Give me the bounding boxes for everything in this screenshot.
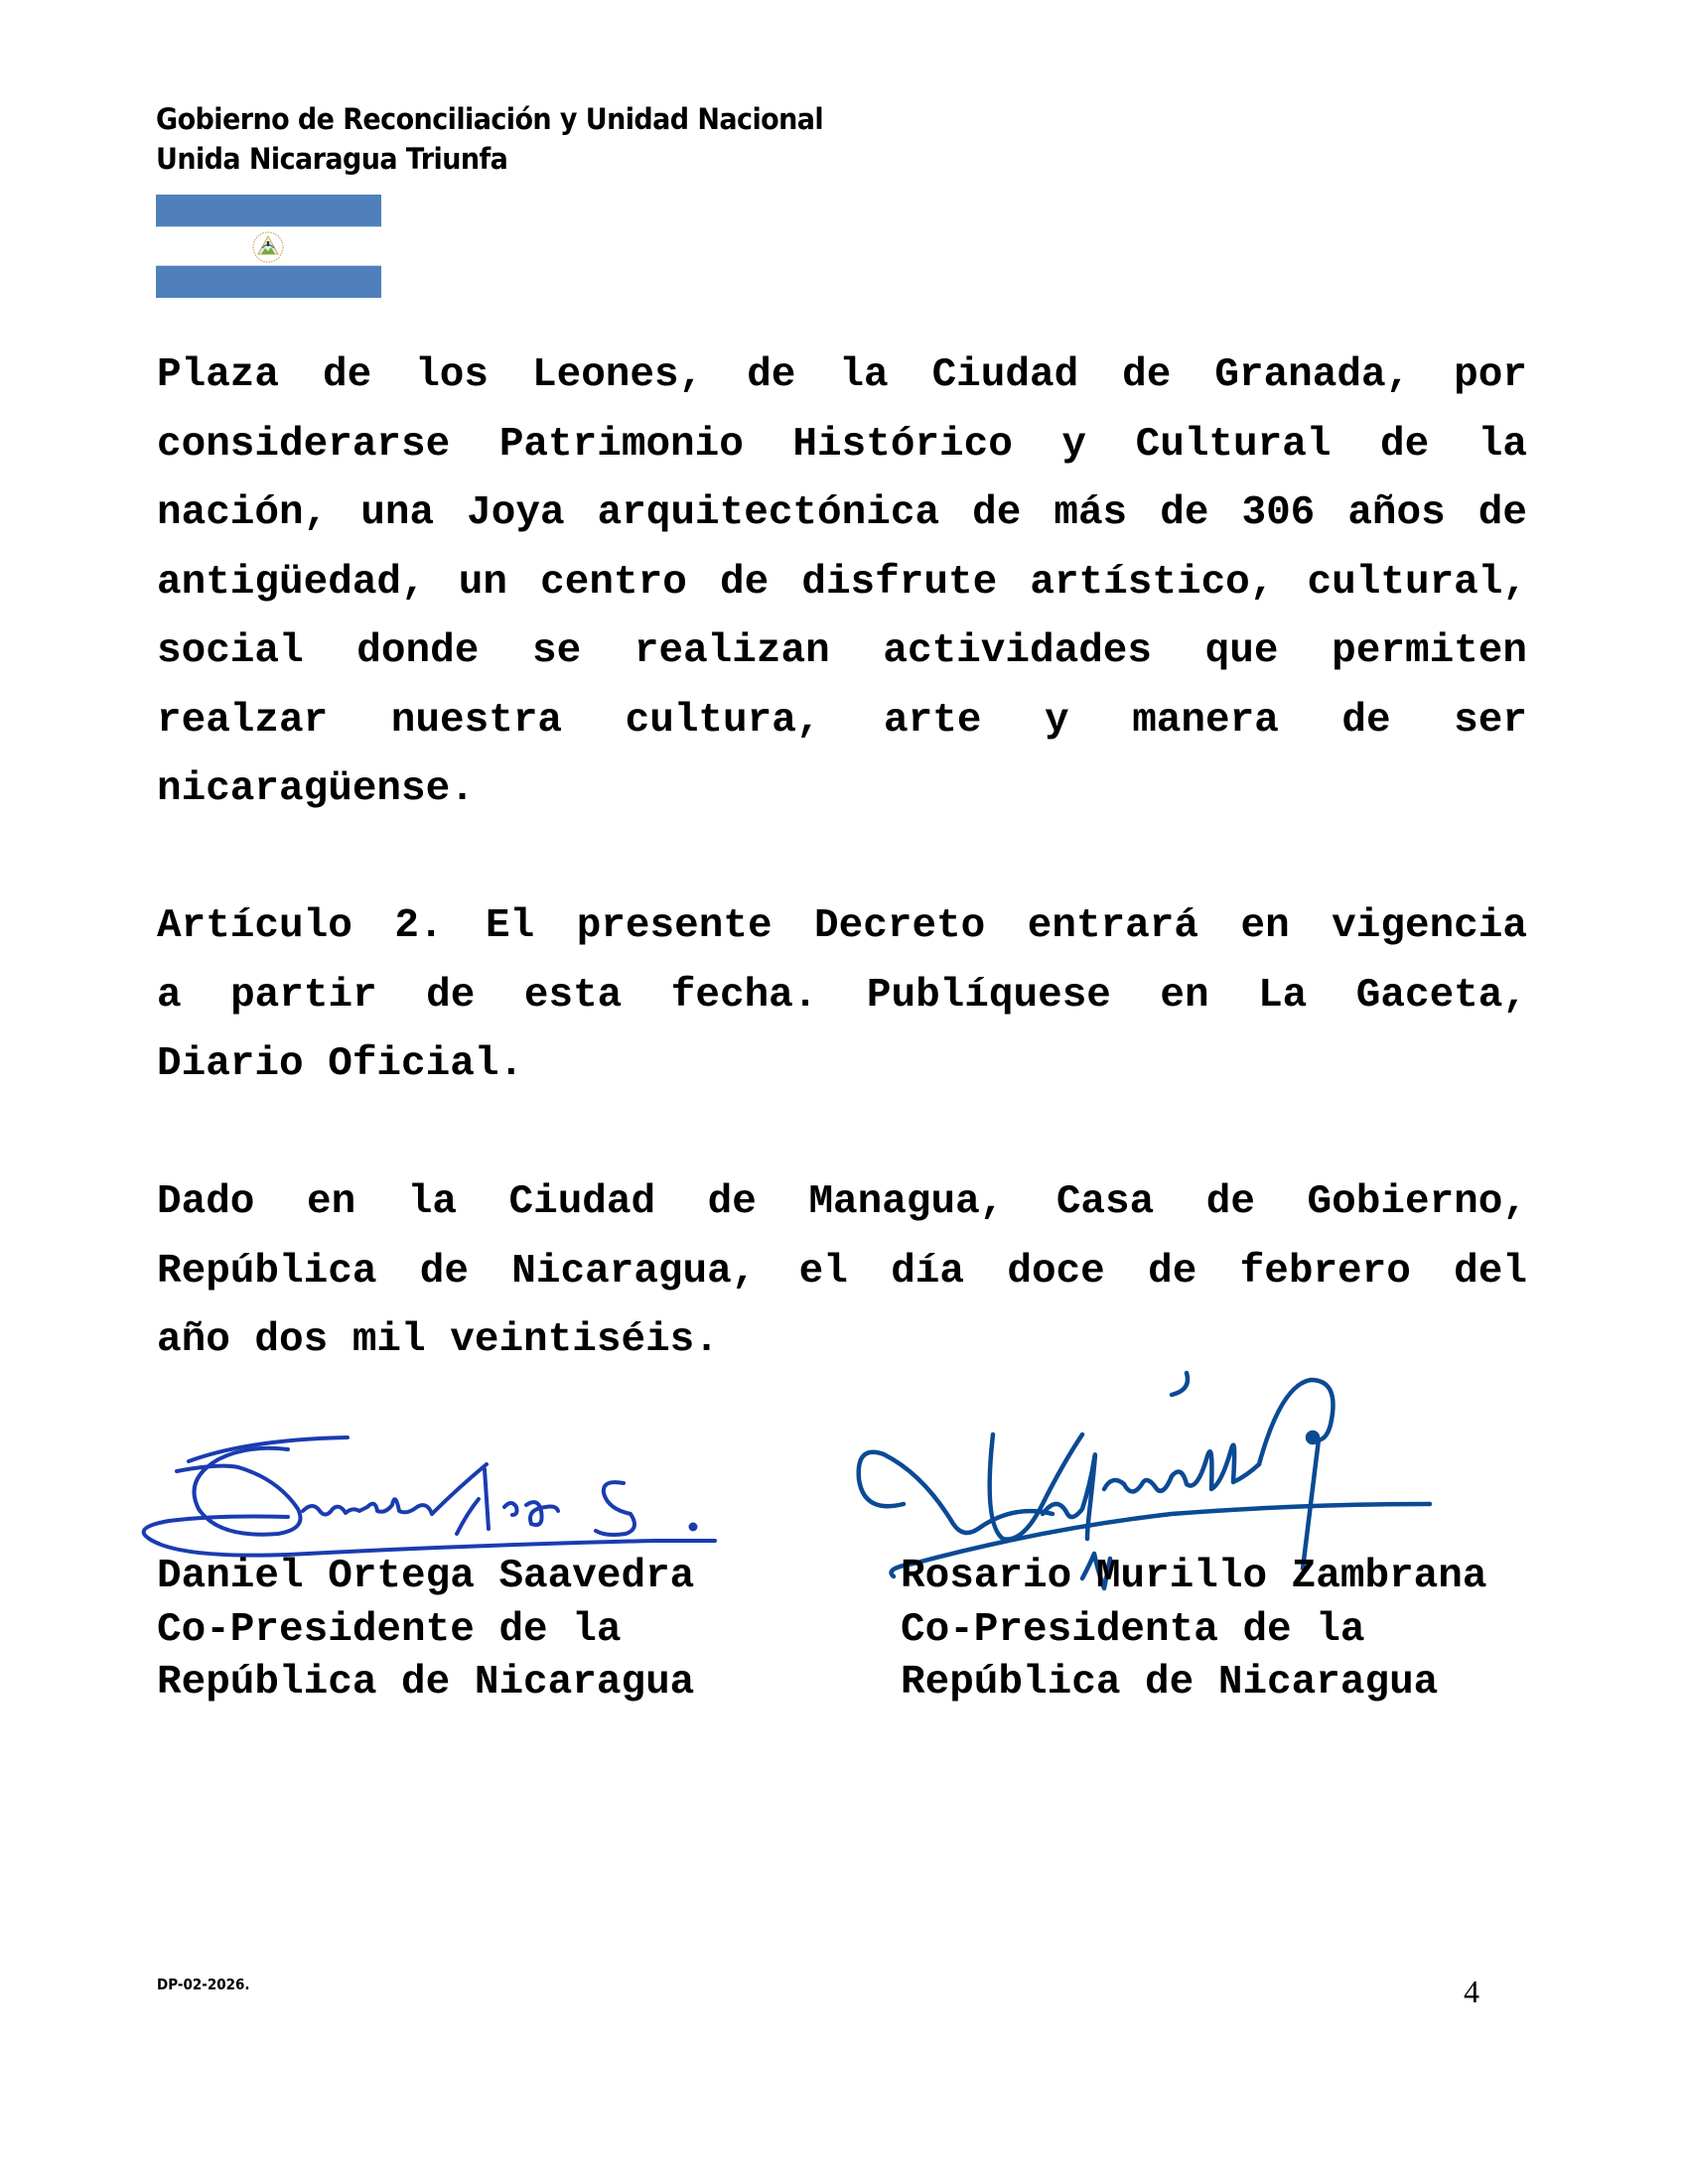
text-line: Diario Oficial.: [157, 1041, 524, 1087]
text-line: realzar nuestra cultura, arte y manera de ser: [157, 697, 1527, 744]
text-line: Plaza de los Leones, de la Ciudad de Granada, por: [157, 352, 1527, 398]
signer-left-name: Daniel Ortega Saavedra: [157, 1554, 695, 1599]
flag-bottom-band: [156, 266, 381, 298]
signer-right-title: Co-Presidenta de la: [901, 1606, 1365, 1653]
signature-daniel-ortega: [129, 1420, 784, 1559]
header-government-name: Gobierno de Reconciliación y Unidad Nacional: [156, 102, 824, 136]
text-line: Artículo 2. El presente Decreto entrará en vigencia: [157, 903, 1527, 949]
paragraph-articulo-2: [157, 892, 1527, 1100]
paragraph-dado-en: [157, 1168, 1527, 1376]
signer-left-block: [157, 1551, 694, 1710]
nicaragua-flag-icon: [156, 195, 381, 298]
text-line: a partir de esta fecha. Publíquese en La Gaceta,: [157, 972, 1527, 1019]
text-line: Dado en la Ciudad de Managua, Casa de Gobierno,: [157, 1179, 1527, 1225]
signer-left-country: República de Nicaragua: [157, 1660, 695, 1706]
signer-right-country: República de Nicaragua: [901, 1660, 1439, 1706]
text-line: antigüedad, un centro de disfrute artístico, cultural,: [157, 559, 1527, 606]
signer-right-block: [901, 1551, 1487, 1710]
paragraph-plaza-leones: [157, 341, 1527, 825]
header-slogan: Unida Nicaragua Triunfa: [156, 142, 508, 176]
document-code: DP-02-2026.: [157, 1976, 250, 1993]
text-line: nación, una Joya arquitectónica de más de 306 años de: [157, 490, 1527, 536]
text-line: nicaragüense.: [157, 766, 475, 812]
text-line: República de Nicaragua, el día doce de febrero del: [157, 1248, 1527, 1295]
signer-right-name: Rosario Murillo Zambrana: [901, 1554, 1487, 1599]
text-line: considerarse Patrimonio Histórico y Cultural de la: [157, 421, 1527, 468]
text-line: social donde se realizan actividades que permiten: [157, 628, 1527, 674]
coat-of-arms-icon: [251, 230, 285, 264]
signer-left-title: Co-Presidente de la: [157, 1606, 622, 1653]
text-line: año dos mil veintiséis.: [157, 1317, 719, 1363]
flag-top-band: [156, 195, 381, 226]
page-number: 4: [1464, 1974, 1479, 2009]
flag-middle-band: [156, 226, 381, 266]
